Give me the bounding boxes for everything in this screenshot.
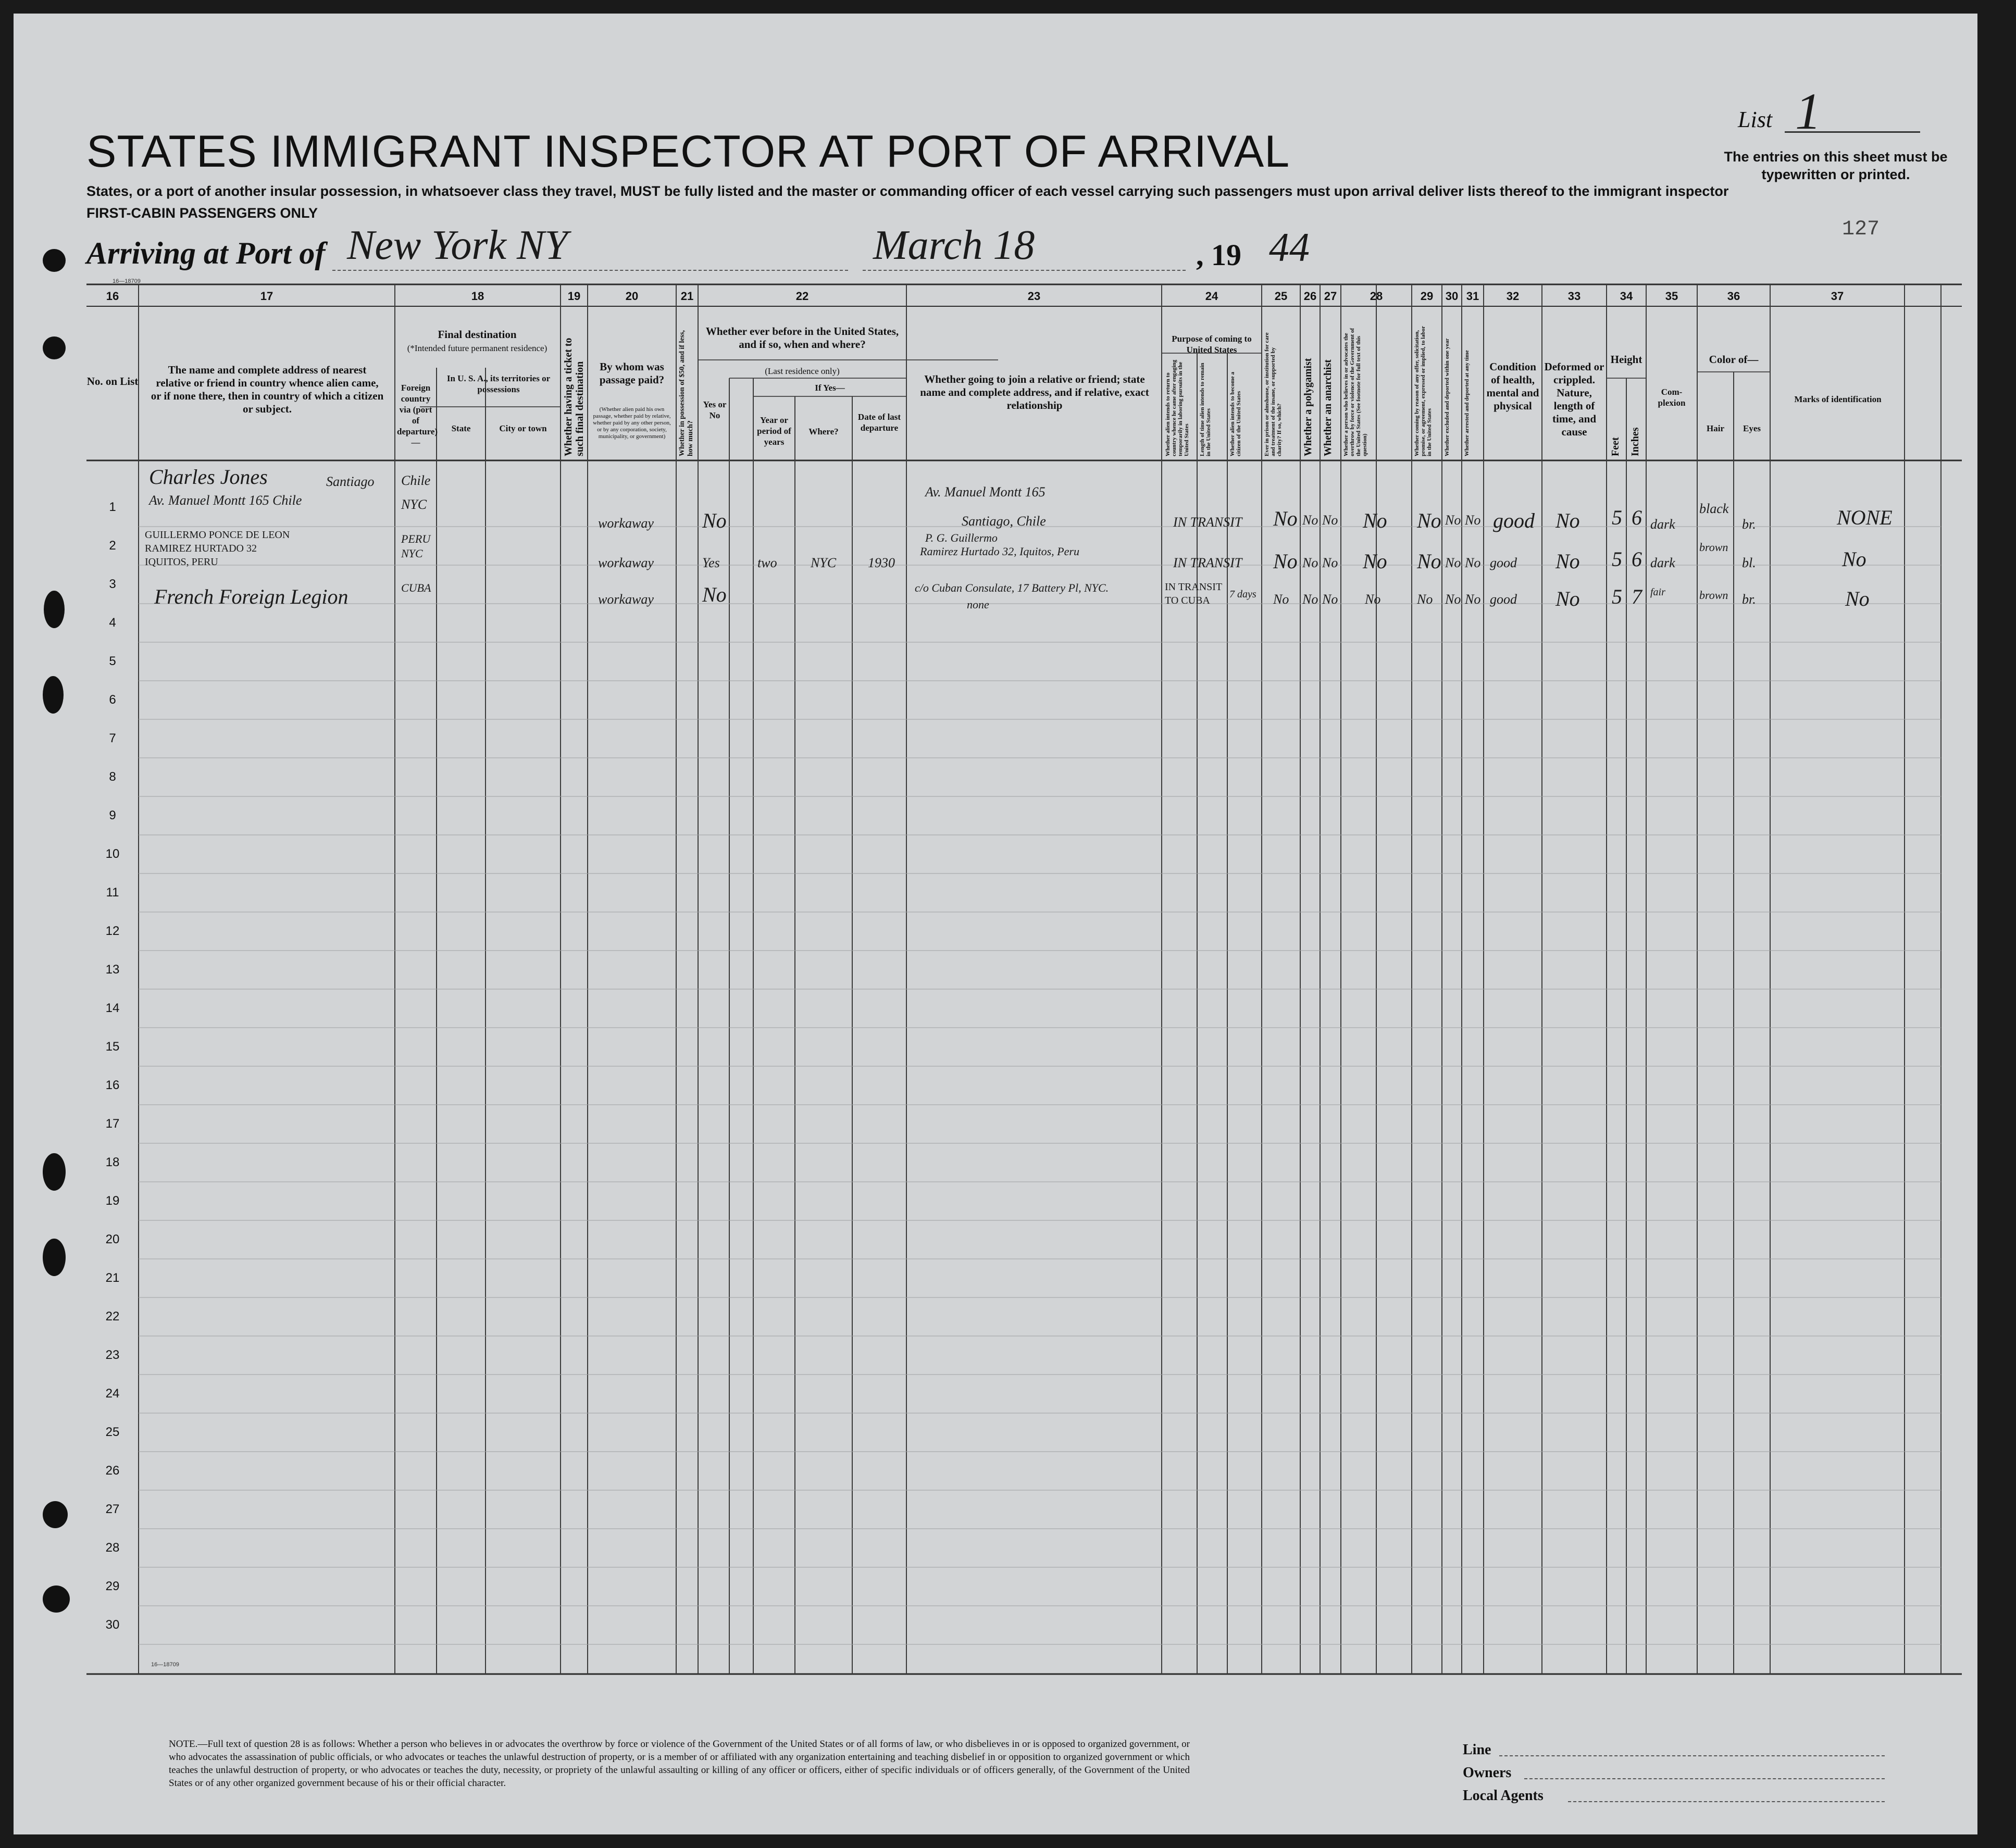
header-feet: Feet (1610, 437, 1621, 456)
entries-note: The entries on this sheet must be typewritten or printed. (1724, 149, 1948, 182)
colnum-16: 16 (106, 290, 119, 303)
row1-foreign-country: Chile (401, 473, 431, 488)
header-foreign-country: Foreign country via (port of departure)— (397, 383, 438, 447)
row3-hair: brown (1699, 589, 1728, 602)
row-number: 20 (105, 1232, 120, 1246)
header-prison: Ever in prison or almshouse, or institution for care and treatment of the insane, or supported by charity? If so, which? (1264, 332, 1283, 456)
header-purpose: Purpose of coming to United States (1172, 334, 1252, 355)
row3-complexion: fair (1650, 586, 1665, 598)
colnum-33: 33 (1567, 290, 1581, 303)
header-city: City or town (499, 423, 547, 433)
colnum-27: 27 (1324, 290, 1337, 303)
row-number: 24 (105, 1387, 120, 1401)
header-q28: Whether a person who believes in or advocates the overthrow by force or violence of the Government of the United States (See footnote for full text of this question) (1343, 328, 1368, 456)
row3-deformed: No (1555, 587, 1580, 610)
header-nearest-relative: The name and complete address of nearest relative or friend in country whence alien came, or if none there, then in country of which a citizen or subject. (151, 364, 384, 415)
row1-health: good (1493, 509, 1535, 532)
header-deformed: Deformed or crippled. Nature, length of time, and cause (1544, 360, 1604, 438)
row2-q30: No (1445, 555, 1461, 570)
header-if-yes: If Yes— (815, 383, 845, 393)
row-number: 22 (105, 1309, 120, 1323)
colnum-32: 32 (1506, 290, 1520, 303)
row-number: 23 (105, 1348, 120, 1362)
row-number: 2 (109, 539, 116, 553)
row3-eyes: br. (1742, 592, 1756, 607)
row-number: 21 (105, 1271, 120, 1285)
row3-anarchist: No (1322, 592, 1338, 607)
row-number: 12 (105, 924, 120, 938)
row1-paid-by: workaway (598, 516, 654, 531)
header-final-destination: Final destination (438, 328, 517, 341)
colnum-31: 31 (1466, 290, 1479, 303)
row-number: 6 (109, 693, 116, 707)
header-year-period: Year or period of years (757, 415, 791, 447)
page-title: STATES IMMIGRANT INSPECTOR AT PORT OF ARRIVAL (86, 127, 1290, 177)
row-number: 25 (105, 1425, 120, 1439)
header-purpose-length: Length of time alien intends to remain in the United States (1199, 363, 1212, 456)
row3-relative-name: French Foreign Legion (154, 585, 349, 608)
colnum-28: 28 (1370, 290, 1383, 303)
row1-relative-name: Charles Jones (149, 465, 268, 489)
header-polygamist: Whether a polygamist (1302, 358, 1314, 456)
row1-complexion: dark (1650, 517, 1675, 532)
footnote-question-28: NOTE.—Full text of question 28 is as follows: Whether a person who believes in or advocates the overthrow by force or violence of the Government of the United States or of all forms of law, or who disbelieves in or is opposed to organized government, or who advocates the assassination of public officials, or who advocates or teaches the unlawful destruction of property, or is a member of or affiliated with any organization entertaining and teaching disbelief in or opposition to organized government or which teaches the unlawful destruction of property, or who advocates or teaches the duty, necessity, or propriety of the unlawful assaulting or killing of any officer or officers, either of specific individuals or of officers generally, of the Government of the United States or of any other organized government because of his or their official character. (169, 1739, 1190, 1789)
owners-underline (1524, 1778, 1885, 1779)
colnum-36: 36 (1727, 290, 1740, 303)
row2-inches: 6 (1632, 547, 1642, 571)
header-marks: Marks of identification (1794, 394, 1882, 404)
row3-purpose-length: 7 days (1229, 589, 1256, 600)
row-number: 15 (105, 1040, 120, 1054)
row1-marks: NONE (1837, 506, 1893, 529)
binder-hole (43, 1239, 66, 1276)
row-number: 1 (109, 500, 116, 514)
row3-health: good (1490, 592, 1517, 607)
row2-purpose: IN TRANSIT (1173, 555, 1242, 570)
colnum-23: 23 (1027, 290, 1041, 303)
row3-join-none: none (967, 598, 989, 611)
manifest-sheet (14, 14, 1977, 1834)
row3-marks: No (1845, 587, 1870, 610)
row2-relative-name: GUILLERMO PONCE DE LEON (145, 529, 290, 541)
local-agents-label: Local Agents (1463, 1788, 1544, 1804)
cabin-class-text: FIRST-CABIN PASSENGERS ONLY (86, 205, 318, 221)
header-by-whom-paid-note: (Whether alien paid his own passage, whether paid by relative, whether paid by any other person, or by any corporation, society, municipality, or government) (593, 406, 671, 440)
binder-hole (43, 676, 64, 714)
row2-join-address: Ramirez Hurtado 32, Iquitos, Peru (920, 545, 1079, 558)
colnum-17: 17 (260, 290, 273, 303)
row-number: 14 (105, 1001, 120, 1015)
row1-purpose: IN TRANSIT (1173, 515, 1242, 530)
binder-hole (43, 1153, 66, 1191)
row3-foreign-country: CUBA (401, 581, 431, 594)
binder-hole (43, 1585, 70, 1613)
row3-paid-by: workaway (598, 592, 654, 607)
row3-prison: No (1273, 592, 1289, 607)
form-code-bottom: 16—18709 (151, 1662, 179, 1668)
row2-relative-city: IQUITOS, PERU (145, 556, 218, 568)
row2-deformed: No (1555, 550, 1580, 573)
arrival-year-prefix: , 19 (1196, 238, 1241, 272)
row2-q28: No (1363, 550, 1387, 573)
header-join-relative: Whether going to join a relative or friend; state name and complete address, and if relative, exact relationship (920, 373, 1149, 411)
colnum-30: 30 (1445, 290, 1459, 303)
row-number: 3 (109, 577, 116, 591)
row1-q28: No (1363, 509, 1387, 532)
row2-q31: No (1465, 555, 1481, 570)
row1-eyes: br. (1742, 517, 1756, 532)
row3-feet: 5 (1612, 585, 1622, 608)
colnum-34: 34 (1620, 290, 1633, 303)
row3-inches: 7 (1632, 585, 1642, 608)
sheet-stamp: 127 (1842, 218, 1880, 241)
arrival-year-value: 44 (1269, 224, 1310, 270)
row-number: 17 (105, 1117, 120, 1131)
header-complexion: Com- plexion (1658, 387, 1686, 408)
agents-underline (1568, 1801, 1885, 1802)
row-number: 29 (105, 1579, 120, 1593)
row2-q29: No (1417, 550, 1441, 573)
header-anarchist: Whether an anarchist (1322, 359, 1334, 456)
instructions-text: States, or a port of another insular possession, in whatsoever class they travel, MUST be fully listed and the master or commanding officer of each vessel carrying such passengers must upon arrival deliver lists thereof to the immigrant inspector (86, 183, 1729, 199)
row1-join-address: Av. Manuel Montt 165 (925, 484, 1046, 500)
row3-ever-before: No (702, 583, 727, 606)
header-q30: Whether excluded and deported within one year (1444, 338, 1450, 456)
colnum-18: 18 (471, 290, 484, 303)
row-number: 27 (105, 1502, 120, 1516)
row1-q29: No (1417, 509, 1441, 532)
colnum-35: 35 (1665, 290, 1678, 303)
row2-date: 1930 (868, 555, 895, 570)
row2-where: NYC (811, 555, 837, 570)
header-state: State (451, 423, 471, 433)
line-underline (1499, 1755, 1885, 1756)
row-number: 8 (109, 770, 116, 784)
row-number: 16 (105, 1078, 120, 1092)
row3-polygamist: No (1302, 592, 1318, 607)
row3-q28: No (1365, 592, 1381, 607)
header-purpose-citizen: Whether alien intends to become a citizen of the United States (1229, 371, 1242, 456)
header-condition: Condition of health, mental and physical (1486, 360, 1539, 412)
row-number: 7 (109, 731, 116, 745)
binder-hole (43, 336, 66, 359)
colnum-22: 22 (795, 290, 809, 303)
row2-feet: 5 (1612, 547, 1622, 571)
row2-marks: No (1842, 547, 1866, 571)
row1-relative-address: Av. Manuel Montt 165 Chile (149, 493, 302, 508)
header-yes-no: Yes or No (703, 399, 727, 420)
header-hair: Hair (1707, 423, 1724, 433)
row1-q31: No (1465, 513, 1481, 528)
header-possession-50: Whether in possession of $50, and if less, how much? (678, 330, 694, 456)
header-inches: Inches (1629, 427, 1641, 456)
row1-inches: 6 (1632, 506, 1642, 529)
row3-q31: No (1465, 592, 1481, 607)
arrival-date-value: March 18 (873, 222, 1035, 268)
list-number: 1 (1795, 82, 1821, 140)
row-number: 5 (109, 654, 116, 668)
row3-q30: No (1445, 592, 1461, 607)
row3-join-address: c/o Cuban Consulate, 17 Battery Pl, NYC. (915, 581, 1109, 594)
row1-deformed: No (1555, 509, 1580, 532)
row3-purpose-destination: TO CUBA (1165, 595, 1210, 606)
row1-anarchist: No (1322, 513, 1338, 528)
colnum-25: 25 (1274, 290, 1288, 303)
row2-prison: No (1273, 550, 1298, 573)
row-number: 13 (105, 963, 120, 977)
row2-foreign-country: PERU (401, 532, 431, 545)
arriving-label: Arriving at Port of (86, 236, 326, 270)
row-number: 18 (105, 1155, 120, 1169)
row2-paid-by: workaway (598, 555, 654, 570)
row-number: 30 (105, 1618, 120, 1632)
colnum-29: 29 (1420, 290, 1434, 303)
binder-hole (44, 591, 65, 628)
row-number: 26 (105, 1464, 120, 1478)
row3-purpose: IN TRANSIT (1165, 581, 1223, 593)
row2-hair: brown (1699, 541, 1728, 554)
header-ever-before: Whether ever before in the United States, and if so, when and where? (705, 325, 899, 351)
header-q29: Whether coming by reason of any offer, solicitation, promise, or agreement, expressed or implied, to labor in the United States (1414, 326, 1433, 456)
row1-polygamist: No (1302, 513, 1318, 528)
row2-health: good (1490, 555, 1517, 570)
header-where: Where? (808, 427, 839, 436)
row-number: 9 (109, 808, 116, 822)
form-code-top: 16—18709 (113, 278, 141, 284)
row2-ever-before: Yes (702, 555, 720, 570)
header-ever-before-note: (Last residence only) (765, 366, 840, 376)
row-number: 10 (105, 847, 120, 861)
table-grid (14, 14, 1977, 1834)
row1-relative-city: Santiago (326, 474, 375, 489)
owners-label: Owners (1463, 1765, 1512, 1781)
row1-q30: No (1445, 513, 1461, 528)
colnum-26: 26 (1303, 290, 1317, 303)
row2-anarchist: No (1322, 555, 1338, 570)
row-number: 28 (105, 1541, 120, 1555)
header-q31: Whether arrested and deported at any time (1464, 350, 1470, 456)
line-label: Line (1463, 1742, 1491, 1758)
row1-join-city: Santiago, Chile (962, 514, 1046, 529)
list-label: List (1738, 107, 1773, 132)
row-number: 19 (105, 1194, 120, 1208)
header-final-destination-note: (*Intended future permanent residence) (407, 343, 547, 353)
header-in-usa: In U. S. A., its territories or possessions (446, 373, 551, 394)
header-purpose-return: Whether alien intends to return to country whence he came after engaging temporarily in laboring pursuits in the United States (1165, 359, 1190, 456)
row2-foreign-port: NYC (401, 547, 423, 560)
row2-relative-street: RAMIREZ HURTADO 32 (145, 543, 257, 554)
colnum-21: 21 (680, 290, 694, 303)
row3-q29: No (1417, 592, 1433, 607)
row2-eyes: bl. (1742, 555, 1756, 570)
header-eyes: Eyes (1743, 423, 1761, 433)
row-number: 4 (109, 616, 116, 630)
row-number: 11 (106, 885, 119, 900)
row1-foreign-port: NYC (401, 497, 427, 512)
row1-ever-before: No (702, 509, 727, 532)
colnum-24: 24 (1205, 290, 1218, 303)
binder-hole (43, 249, 66, 272)
row2-join-name: P. G. Guillermo (925, 531, 998, 544)
row2-complexion: dark (1650, 555, 1675, 570)
header-ticket: Whether having a ticket to such final destination (563, 338, 586, 456)
row1-feet: 5 (1612, 506, 1622, 529)
header-date-last-departure: Date of last departure (857, 412, 901, 433)
header-height: Height (1610, 353, 1642, 366)
header-by-whom-paid: By whom was passage paid? (599, 360, 665, 386)
colnum-19: 19 (567, 290, 581, 303)
binder-hole (43, 1501, 68, 1528)
row2-polygamist: No (1302, 555, 1318, 570)
header-color-of: Color of— (1709, 353, 1759, 366)
arriving-port-value: New York NY (347, 222, 568, 268)
colnum-37: 37 (1831, 290, 1844, 303)
header-no-on-list: No. on List (86, 375, 139, 388)
colnum-20: 20 (625, 290, 639, 303)
row2-year: two (757, 555, 777, 570)
row1-prison: No (1273, 507, 1298, 530)
row1-hair: black (1699, 501, 1729, 516)
